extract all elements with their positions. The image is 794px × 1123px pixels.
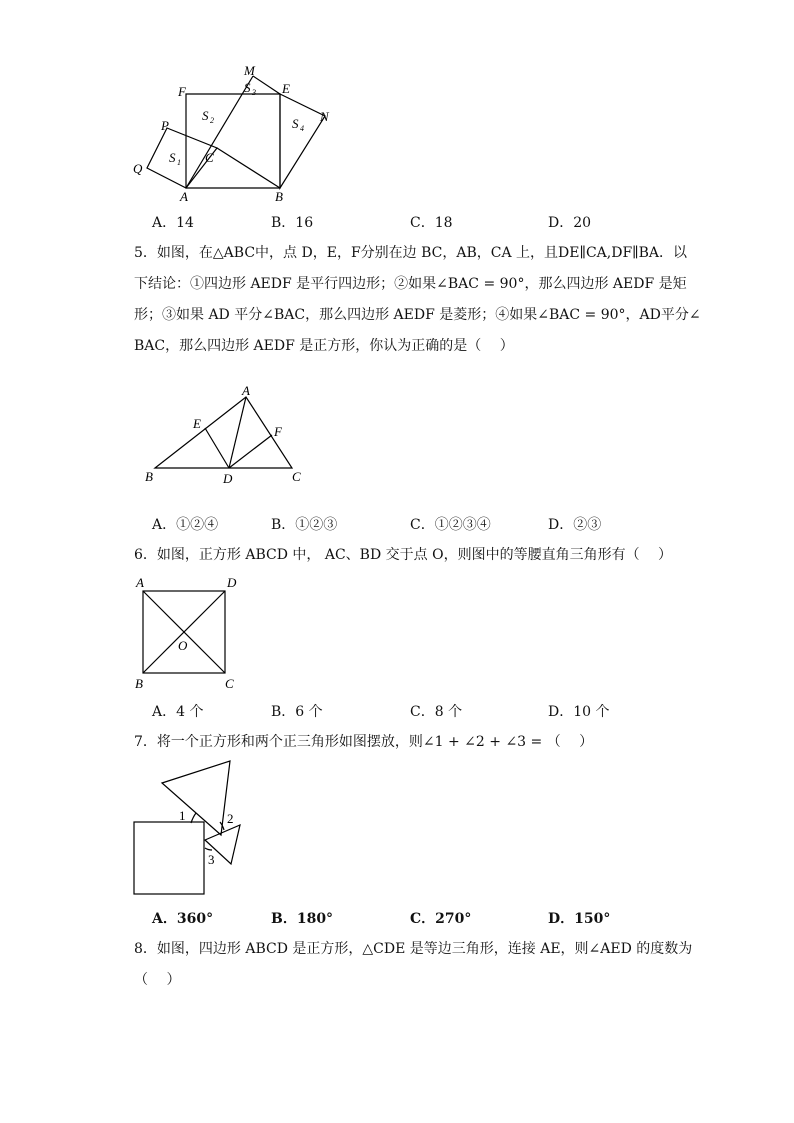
q4-label-s4: S	[292, 116, 299, 131]
q5-option-c[interactable]: C．①②③④	[410, 517, 491, 533]
q5-label-d: D	[223, 471, 233, 486]
q4-label-a: A	[180, 189, 188, 204]
q4-label-s1: S	[169, 150, 176, 165]
q5-label-b: B	[145, 469, 153, 484]
q6-label-a: A	[136, 575, 144, 590]
q5-label-c: C	[292, 469, 301, 484]
q6-option-d[interactable]: D．10 个	[548, 704, 610, 720]
q4-label-q: Q	[133, 161, 143, 176]
q5-label-a: A	[242, 383, 250, 398]
q5-text-line2: 下结论：①四边形 AEDF 是平行四边形；②如果∠BAC = 90°，那么四边形 AEDF 是矩	[134, 276, 687, 292]
q8-text-line2: （ ）	[134, 972, 181, 988]
q4-label-s3: S	[244, 80, 251, 95]
q7-label-3: 3	[208, 852, 215, 867]
svg-text:4: 4	[300, 124, 304, 133]
q4-square-s4	[280, 94, 325, 188]
q6-label-d: D	[227, 575, 237, 590]
q6-text-line1: 6．如图，正方形 ABCD 中， AC、BD 交于点 O，则图中的等腰直角三角形有（ ）	[134, 547, 673, 563]
q7-option-b[interactable]: B．180°	[271, 911, 334, 927]
q7-option-a[interactable]: A．360°	[152, 911, 214, 927]
q7-text-line1: 7．将一个正方形和两个正三角形如图摆放，则∠1 + ∠2 + ∠3 = （ ）	[134, 734, 594, 750]
q4-option-a[interactable]: A．14	[152, 215, 194, 231]
q5-figure	[140, 378, 310, 488]
q7-figure	[128, 755, 248, 900]
q5-text-line3: 形；③如果 AD 平分∠BAC，那么四边形 AEDF 是菱形；④如果∠BAC = 90°，AD平分∠	[134, 307, 701, 323]
svg-text:1: 1	[177, 158, 181, 167]
q5-option-d[interactable]: D．②③	[548, 517, 602, 533]
q5-label-e: E	[193, 416, 201, 431]
q4-figure	[130, 60, 340, 205]
q4-label-s2: S	[202, 108, 209, 123]
q7-option-c[interactable]: C．270°	[410, 911, 472, 927]
q7-label-1: 1	[179, 808, 186, 823]
q4-label-e: E	[282, 81, 290, 96]
svg-text:2: 2	[210, 116, 214, 125]
q4-label-f: F	[178, 84, 186, 99]
q4-label-b: B	[275, 189, 283, 204]
q4-option-c[interactable]: C．18	[410, 215, 453, 231]
q6-label-c: C	[225, 676, 234, 691]
q4-label-p: P	[161, 118, 169, 133]
q5-option-a[interactable]: A．①②④	[152, 517, 219, 533]
q6-figure	[130, 572, 245, 692]
svg-text:3: 3	[252, 88, 256, 97]
q6-option-b[interactable]: B．6 个	[271, 704, 323, 720]
q5-text-line1: 5．如图，在△ABC中，点 D，E，F分别在边 BC，AB，CA 上，且DE∥CA,DF∥BA．以	[134, 245, 688, 261]
q5-text-line4: BAC，那么四边形 AEDF 是正方形，你认为正确的是（ ）	[134, 338, 514, 354]
q4-label-m: M	[244, 63, 255, 78]
q4-option-b[interactable]: B．16	[271, 215, 314, 231]
q7-label-2: 2	[227, 811, 234, 826]
q6-option-a[interactable]: A．4 个	[152, 704, 204, 720]
q4-label-n: N	[320, 109, 329, 124]
q6-label-b: B	[135, 676, 143, 691]
q6-option-c[interactable]: C．8 个	[410, 704, 463, 720]
q5-option-b[interactable]: B．①②③	[271, 517, 338, 533]
q8-text-line1: 8．如图，四边形 ABCD 是正方形，△CDE 是等边三角形，连接 AE，则∠AED 的度数为	[134, 941, 693, 957]
q6-label-o: O	[178, 638, 188, 653]
q4-label-c: C	[205, 150, 214, 165]
q5-label-f: F	[274, 424, 282, 439]
q7-option-d[interactable]: D．150°	[548, 911, 611, 927]
q4-option-d[interactable]: D．20	[548, 215, 592, 231]
